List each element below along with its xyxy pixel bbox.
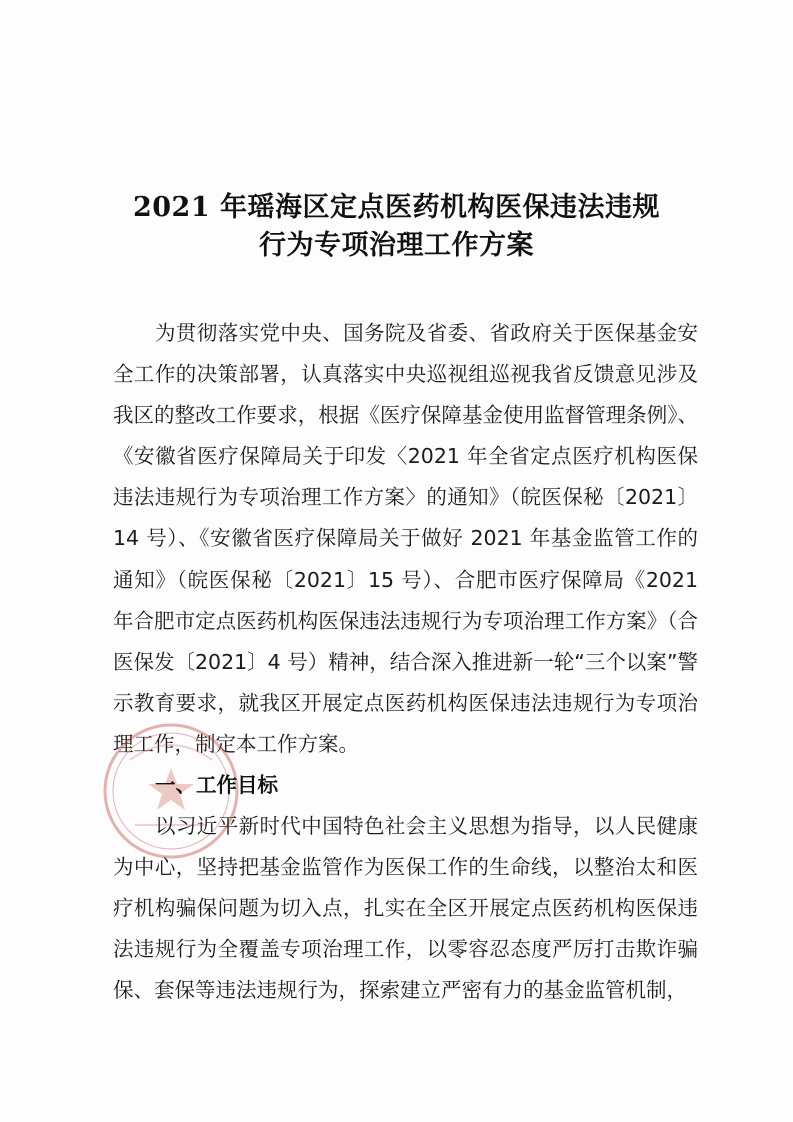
paragraph-intro: 为贯彻落实党中央、国务院及省委、省政府关于医保基金安全工作的决策部署，认真落实中央巡视组巡视我省反馈意见涉及我区的整改工作要求，根据《医疗保障基金使用监督管理条例》、《安徽省医疗保障局关于印发〈2021 年全省定点医疗机构医保违法违规行为专项治理工作方案〉的通知》（皖医保秘〔2021〕14 号）、《安徽省医疗保障局关于做好 2021 年基金监管工作的通知》（皖医保秘〔2021〕15 号）、合肥市医疗保障局《2021 年合肥市定点医药机构医保违法违规行为专项治理工作方案》（合医保发〔2021〕4 号）精神，结合深入推进新一轮“三个以案”警示教育要求，就我区开展定点医药机构医保违法违规行为专项治理工作，制定本工作方案。 [113, 321, 698, 756]
paragraph-goals: 以习近平新时代中国特色社会主义思想为指导，以人民健康为中心，坚持把基金监管作为医保工作的生命线，以整治太和医疗机构骗保问题为切入点，扎实在全区开展定点医药机构医保违法违规行为全覆盖专项治理工作，以零容忍态度严厉打击欺诈骗保、套保等违法违规行为，探索建立严密有力的基金监管机制， [113, 814, 698, 1003]
section-heading-goals: 一、工作目标 [155, 773, 278, 797]
document-title-line-2: 行为专项治理工作方案 [259, 230, 534, 261]
document-title-line-1: 2021 年瑶海区定点医药机构医保违法违规 [132, 192, 661, 223]
